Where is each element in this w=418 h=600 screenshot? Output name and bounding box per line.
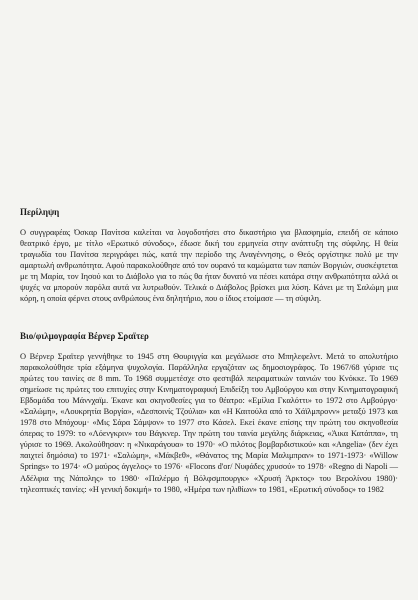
biography-section xyxy=(20,331,398,495)
synopsis-section xyxy=(20,207,398,304)
synopsis-paragraph: Ο συγγραφέας Όσκαρ Πανίτσα καλείται να λογοδοτήσει στο δικαστήριο για βλασφημία, επειδή σε κάποιο θεατρικό έργο, με τίτλο «Ερωτικό σύνοδος», έδωσε δική του ερμηνεία στην ανάπτυξη της σύφιλης. Η θεία τραγωδία του Πανίτσα περιγράφει πώς, κατά την περίοδο της Αναγέννησης, ο Θεός οργίστηκε πολύ με την αμαρτωλή ανθρωπότητα. Αφού παρακολούθησε από τον ουρανό τα καμώματα των παπών Βοργιών, συσκέφτεται με τη Μαρία, τον Ιησού και το Διάβολο για το πώς θα ήταν δυνατό να πέσει κατάρα στην ανθρωπότητα αλλά οι ψυχές να μπορούν παρόλα αυτά να λυτρωθούν. Τελικά ο Διάβολος βρίσκει μια λύση. Κάνει με τη Σαλώμη μια κόρη, η οποία φέρνει στους ανθρώπους ένα δηλητήριο, που ο ίδιος ετοίμασε — τη σύφιλη. xyxy=(20,228,398,304)
synopsis-heading: Περίληψη xyxy=(20,207,60,217)
biography-paragraph: Ο Βέρνερ Σραϊτερ γεννήθηκε το 1945 στη Θουριγγία και μεγάλωσε στο Μπηλεφελντ. Μετά το απολυτήριο παρακολούθησε τρία εξάμηνα ψυχολογία. Παράλληλα εργαζόταν ως δημοσιογράφος. Το 1967/68 γύρισε τις πρώτες του ταινίες σε 8 mm. Το 1968 συμμετέσχε στο φεστιβάλ πειραματικών ταινιών του Κνόκκε. Το 1969 σημείωσε τις πρώτες του επιτυχίες στην Κινηματογραφική Επιδείξη του Αμβούργου και στην Κινηματογραφική Εβδομάδα του Μάννχαϊμ. Έκανε και σκηνοθεσίες για το θέατρο: «Εμίλια Γκαλόττι» το 1972 στο Αμβούργο· «Σαλώμη», «Λουκρητία Βοργία», «Δεσποινίς Τζούλια» και «Η Καιτούλα από το Χάϊλμπρονν» μεταξύ 1973 και 1978 στο Μπόχουμ· «Μις Σάρα Σάμψον» το 1977 στο Κάσελ. Εκεί έκανε επίσης την πρώτη του σκηνοθεσία όπερας το 1979: το «Λόενγκριν» του Βάγκνερ. Την πρώτη του ταινία μεγάλης διάρκειας, «Άικα Κατάππα», τη γύρισε το 1969. Ακολούθησαν: η «Νικαράγουα» το 1970· «Ο πιλότος βομβαρδιστικού» και «Angelia» (δεν έχει παιχτεί δημόσια) το 1971· «Σαλώμη», «Μάκβεθ», «Θάνατος της Μαρία Μαλιμπραν» το 1971-1973· «Willow Springs» το 1974· «Ο μαύρος άγγελος» το 1976· «Flocons d'or/ Νυφάδες χρυσού» το 1978· «Regno di Napoli — Αδέλφια της Νάπολης» το 1980· «Παλέρμο ή Βόλφσμπουργκ» «Χρυσή Άρκτος» του Βερολίνου 1980)· τηλεοπτικές ταινίες: «Η γενική δοκιμή» το 1980, «Ημέρα των ηλιθίων» το 1981, «Ερωτική σύνοδος» το 1982 xyxy=(20,352,398,494)
biography-heading: Βιο/φιλμογραφία Βέρνερ Σραϊτερ xyxy=(20,331,149,341)
